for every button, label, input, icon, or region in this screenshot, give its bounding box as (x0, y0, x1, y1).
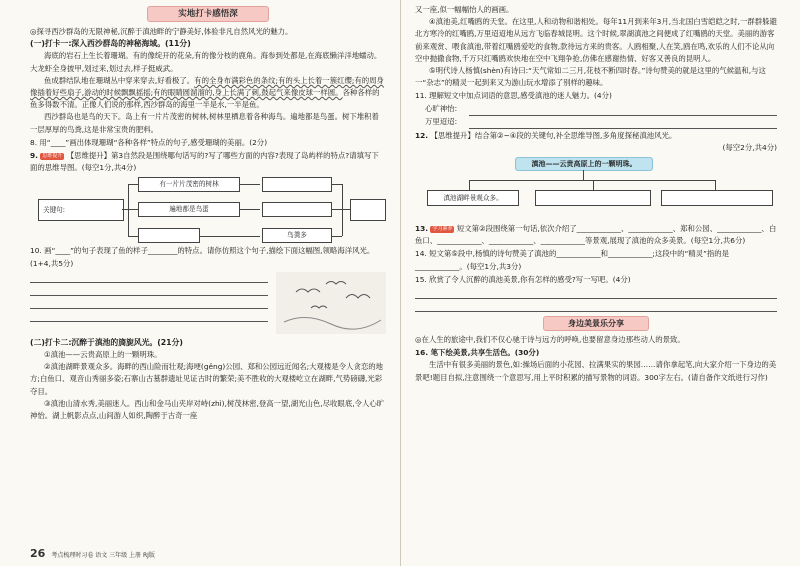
seagull-sketch-icon (276, 272, 386, 334)
question-9 (30, 150, 386, 174)
q15-answer-line-1[interactable] (415, 286, 777, 299)
p2-lead: 鱼成群结队地在珊瑚丛中穿来穿去,好看极了。 (44, 75, 195, 85)
feature-box-3: 鸟粪多 (262, 228, 332, 243)
mind-map (30, 177, 386, 241)
q12-text: 【思维提升】结合第②~④段的关键句,补全思维导图,多角度探秘滇池风光。 (430, 130, 677, 140)
section-banner: 实地打卡感悟深 (147, 6, 269, 22)
q9-text: 【思维提升】第3自然段是围绕哪句话写的?写了哪些方面的内容?表现了岛屿样的特点?请填写下面的思维导图。(每空1分,共4分) (30, 151, 379, 173)
share-banner: 身边美景乐分享 (543, 316, 649, 331)
tree-branch-1: 滇池湖畔景观众多。 (427, 190, 519, 206)
q12-mind-map (415, 157, 777, 221)
q9-tag: 思维提升 (42, 152, 63, 159)
passage-continued: 又一座,似一幅幅怡人的画画。 (415, 5, 514, 14)
feature-answer-box-2[interactable] (262, 202, 332, 217)
tree-root: 滇池——云贵高原上的一颗明珠。 (515, 157, 653, 171)
intro-text: ◎探寻西沙群岛的无限神秘,沉醉于滇池畔的宁静美好,体验非凡自然风光的魅力。 (30, 27, 293, 36)
p2-wavy-sentence: 有的全身布满彩色的条纹;有的头上长着一簇红缨;有的周身像插着好些扇子,游动的时候飘飘摇摇;有的眼睛圆溜溜的,身上长满了刺,鼓起气来像皮球一样圆。 (30, 75, 384, 98)
passage-paragraph-2 (30, 75, 386, 112)
q10-answer-line-2[interactable] (30, 283, 268, 296)
footer-text: 考点梳理时习卷 语文 三年级 上册 RJ版 (51, 552, 155, 559)
summary-answer-box[interactable] (350, 199, 386, 221)
question-12 (415, 130, 777, 142)
q15-answer-line-2[interactable] (415, 299, 777, 312)
q10-answer-line-1[interactable] (30, 270, 268, 283)
q11-line-b (415, 116, 777, 129)
right-page (400, 0, 800, 566)
q10-answer-area (30, 270, 386, 334)
question-10: 10. 画“____”的句子表现了鱼的样子________的特点。请你仿照这个句子,描绘下面这幅图,领略海洋风光。(1+4,共5分) (30, 246, 375, 268)
passage2-paragraph-2: ②滇池湖畔景观众多。海畔的西山险而壮观;海埂(gěng)公园、郑和公园远近闻名;大观楼是令人贪恋的地方;白鱼口、观音山秀丽多姿;石寨山古墓群遗址见证古时的繁荣;美不胜收的大观楼屹立在湖畔,气势磅礴,光彩夺目。 (30, 362, 384, 396)
q11-answer-b[interactable] (469, 116, 777, 129)
passage-paragraph-1: 海底的岩石上生长着珊瑚。有的像绽开的花朵,有的像分枝的鹿角。海参到处都是,在海底懒洋洋地蠕动。大龙虾全身披甲,划过来,划过去,样子挺威武。 (30, 51, 382, 73)
q11-term-a: 心旷神怡: (425, 103, 458, 113)
passage2-paragraph-4: ④滇池美,红嘴鸥的天堂。在这里,人和动物和谐相处。每年11月到来年3月,当北国白雪皑皑之时,一群群躲避北方寒冷的红嘴鸥,万里迢迢地从远方飞临春城昆明。这个时候,翠湖滇池之间便成了红嘴鸥的天堂。美丽的游客前来观赏、喂食滇池,带着红嘴鸥爱吃的食物,款待远方来的贵客。人鸥相聚,人在笑,鸥在鸣,欢乐的人们不论从向空中抛撒食物,千万只红嘴鸥欢快地在空中飞翔争抢,仿佛在感谢热情、好客又善良的昆明人。 (415, 17, 777, 63)
q11-term-b: 万里迢迢: (425, 116, 458, 126)
passage-paragraph-3: 西沙群岛也是鸟的天下。岛上有一片片茂密的树林,树林里栖息着各种海鸟。遍地都是鸟蛋。树下堆积着一层厚厚的鸟粪,这是非常宝贵的肥料。 (30, 112, 379, 134)
key-sentence-box (38, 199, 124, 221)
passage2-paragraph-1: ①滇池——云贵高原上的一颗明珠。 (44, 350, 162, 360)
q11-line-a (415, 103, 777, 116)
p2-tail: 各种各样的鱼多得数不清。正像人们说的那样,西沙群岛的海里一半是水,一半是鱼。 (30, 88, 380, 110)
share-intro: ◎在人生的旅途中,我们不仅心驰于诗与远方的呼唤,也要留意身边那些动人的景致。 (415, 335, 685, 345)
page-footer (30, 547, 155, 560)
tree-answer-box-1[interactable] (535, 190, 651, 206)
passage2-paragraph-5: ⑤明代诗人杨慎(shèn)有诗曰:“天气常如二三月,花枝不断四时春。”诗句赞美的就是这里的气候温和,与这一“杂志”的精灵一起到来又为游山玩水增添了别样的趣味。 (415, 66, 766, 88)
q16-prompt: 生活中有很多美丽的景色,如:操场后面的小花园、拉满果实的果园……请你拿起笔,向大家介绍一下身边的美景吧!题目自拟,注意围绕一个意思写,用上平时积累的描写景物的词语。300字左右。(请自备作文纸进行习作) (415, 360, 777, 382)
branch-3-answer-box[interactable] (138, 228, 200, 243)
section1-heading: (一)打卡一:深入西沙群岛的神秘海域。(11分) (30, 39, 191, 49)
key-sentence-label: 关键句: (43, 206, 66, 215)
question-13 (415, 223, 777, 247)
section2-heading: (二)打卡二:沉醉于滇池的旖旎风光。(21分) (30, 337, 183, 347)
q13-text: 短文第②段围绕第一句话,依次介绍了____________、____________、郑和公园、____________、白鱼口、____________、____________、____________等景观,展现了滇池的众多美景。(每空1分,共6分) (415, 224, 777, 246)
q10-answer-line-3[interactable] (30, 296, 268, 309)
q12-score: (每空2分,共4分) (722, 142, 777, 152)
branch-2-box: 遍地都是鸟蛋 (138, 202, 240, 217)
passage2-paragraph-3: ③滇池山清水秀,美丽迷人。西山和金马山夹岸对峙(zhì),树茂林密,登高一望,湖光山色,尽收眼底,令人心旷神怡。湖上帆影点点,山间游人如织,陶醉于古奇一座 (30, 398, 385, 421)
right-content (415, 4, 777, 384)
q10-answer-line-4[interactable] (30, 309, 268, 322)
left-content (30, 4, 386, 422)
tree-answer-box-2[interactable] (661, 190, 773, 206)
q13-number: 13. (415, 224, 429, 234)
branch-1-box: 有一片片茂密的树林 (138, 177, 240, 192)
q9-number: 9. (30, 151, 38, 161)
q11-answer-a[interactable] (469, 103, 777, 116)
question-14: 14. 短文第⑤段中,杨慎的诗句赞美了滇池的____________和____________;这段中的“精灵”指的是____________。(每空1分,共3分) (415, 249, 730, 271)
q12-number: 12. (415, 130, 429, 140)
question-15: 15. 欣赏了令人沉醉的滇池美景,你有怎样的感受?写一写吧。(4分) (415, 274, 631, 284)
q13-tag: 学习素养 (432, 225, 453, 232)
question-8: 8. 用“____”画出体现珊瑚“各种各样”特点的句子,感受珊瑚的美丽。(2分) (30, 137, 268, 147)
feature-answer-box-1[interactable] (262, 177, 332, 192)
page-number: 26 (30, 547, 46, 560)
question-16: 16. 笔下绘美景,共享生活色。(30分) (415, 348, 540, 358)
question-11: 11. 理解短文中加点词语的意思,感受滇池的迷人魅力。(4分) (415, 91, 612, 101)
seagull-illustration (276, 272, 386, 334)
